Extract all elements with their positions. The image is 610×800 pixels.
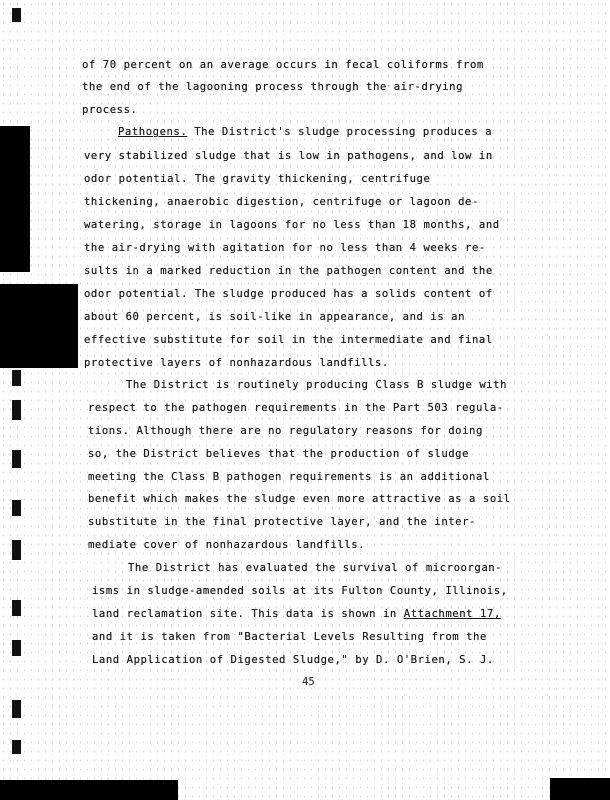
body-line: so, the District believes that the production of sludge [88,448,470,460]
body-line: sults in a marked reduction in the pathogen content and the [84,265,493,277]
body-line: tions. Although there are no regulatory reasons for doing [88,425,483,437]
scan-artifact [12,8,21,22]
body-line: the end of the lagooning process through the air-drying [82,81,464,93]
body-line: Land Application of Digested Sludge," by D. O'Brien, S. J. [92,654,494,666]
scan-artifact [12,700,21,718]
attachment-link: Attachment 17, [403,608,501,620]
section-heading: Pathogens. [118,126,188,138]
scan-artifact [12,640,21,656]
body-line: effective substitute for soil in the intermediate and final [84,334,493,346]
body-line: The District has evaluated the survival of microorgan- [128,562,503,574]
scan-artifact [12,450,21,468]
body-line: odor potential. The sludge produced has a solids content of [84,288,493,300]
scan-artifact [12,540,21,560]
body-line: isms in sludge-amended soils at its Fulton County, Illinois, [92,585,508,597]
body-line: watering, storage in lagoons for no less than 18 months, and [84,219,500,231]
scan-edge-bar [0,284,78,368]
scan-artifact [12,500,21,516]
body-line: substitute in the final protective layer, and the inter- [88,516,476,528]
body-line [92,607,501,621]
body-line: protective layers of nonhazardous landfills. [84,357,389,369]
body-line: meeting the Class B pathogen requirements is an additional [88,471,490,483]
scan-edge-bar [0,126,30,272]
body-line: mediate cover of nonhazardous landfills. [88,539,366,551]
scan-artifact [12,400,21,420]
body-line: benefit which makes the sludge even more attractive as a soil [88,493,511,505]
body-line [118,125,492,139]
body-line: thickening, anaerobic digestion, centrifuge or lagoon de- [84,196,479,208]
body-line: about 60 percent, is soil-like in appearance, and is an [84,311,466,323]
scan-edge-bar [550,778,610,800]
scan-artifact [12,600,21,616]
body-line: of 70 percent on an average occurs in fecal coliforms from [82,59,484,71]
body-line: odor potential. The gravity thickening, centrifuge [84,173,431,185]
body-text: The District's sludge processing produces a [187,126,493,138]
body-line: The District is routinely producing Class B sludge with [126,379,508,391]
body-line: very stabilized sludge that is low in pathogens, and low in [84,150,493,162]
scan-artifact [12,370,21,386]
body-text: land reclamation site. This data is shown in [92,608,404,620]
body-line: process. [82,104,138,116]
body-line: the air-drying with agitation for no less than 4 weeks re- [84,242,486,254]
body-line: and it is taken from "Bacterial Levels Resulting from the [92,631,487,643]
page-number: 45 [302,676,315,688]
scan-artifact [12,740,21,754]
body-line: respect to the pathogen requirements in the Part 503 regula- [88,402,504,414]
scan-edge-bar [0,780,178,800]
